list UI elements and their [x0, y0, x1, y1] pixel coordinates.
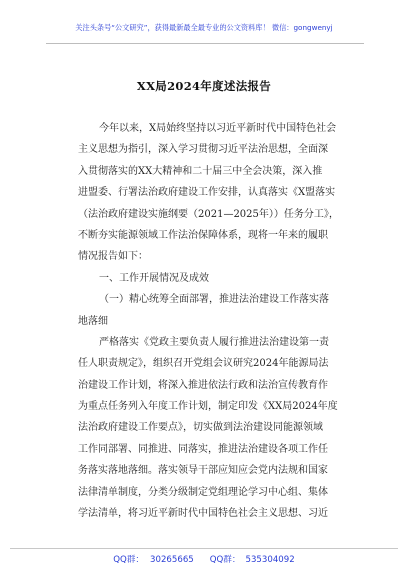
paragraph-line: 严格落实《党政主要负责人履行推进法治建设第一责	[99, 336, 329, 348]
footer-contact	[0, 553, 408, 565]
paragraph-line: 进盟委、行署法治政府建设工作安排，认真落实《X盟落实	[78, 187, 336, 199]
subsection-heading: （一）精心统筹全面部署，推进法治建设工作落实落	[99, 294, 329, 306]
header-divider	[46, 43, 364, 44]
paragraph-line: 治建设工作计划，将深入推进依法行政和法治宣传教育作	[78, 379, 328, 391]
paragraph-line: 主义思想为指引，深入学习贯彻习近平法治思想，全面深	[78, 144, 328, 156]
document-title: XX局2024年度述法报告	[136, 79, 272, 93]
qq-group-label: QQ群：	[113, 555, 145, 565]
paragraph-line: 务落实落地落细。落实领导干部应知应会党内法规和国家	[78, 465, 328, 477]
qq-group-label: QQ群：	[209, 555, 241, 565]
section-heading: 一、工作开展情况及成效	[99, 272, 209, 284]
paragraph-line: 不断夯实能源领域工作法治保障体系，现将一年来的履职	[78, 229, 328, 241]
paragraph-line: 学法清单，将习近平新时代中国特色社会主义思想、习近	[78, 508, 328, 520]
qq-group-number: 30265665	[150, 555, 194, 565]
paragraph-line: 为重点任务列入年度工作计划，制定印发《XX局2024年度	[78, 401, 338, 413]
paragraph-line: 法治政府建设工作要点》，切实做到法治建设同能源领域	[78, 422, 323, 434]
subsection-heading: 地落细	[78, 315, 108, 327]
footer-divider	[10, 548, 398, 549]
paragraph-line: 法律清单制度，分类分级制定党组理论学习中心组、集体	[78, 486, 328, 498]
qq-group-number: 535304092	[245, 555, 295, 565]
paragraph-line: 入贯彻落实的XX大精神和二十届三中全会决策，深入推	[78, 165, 323, 177]
paragraph-line: 今年以来，X局始终坚持以习近平新时代中国特色社会	[99, 123, 337, 134]
paragraph-line: 情况报告如下：	[78, 251, 148, 263]
header-notice: 关注头条号“公文研究”，获得最新最全最专业的公文资料库！ 微信：gongwenyj	[75, 23, 333, 32]
paragraph-line: 任人职责规定》，组织召开党组会议研究2024年能源局法	[78, 358, 329, 370]
paragraph-line: （法治政府建设实施纲要（2021—2025年））任务分工》，	[78, 208, 339, 220]
paragraph-line: 工作同部署、同推进、同落实，推进法治建设各项工作任	[78, 443, 328, 455]
document-body	[78, 118, 342, 524]
